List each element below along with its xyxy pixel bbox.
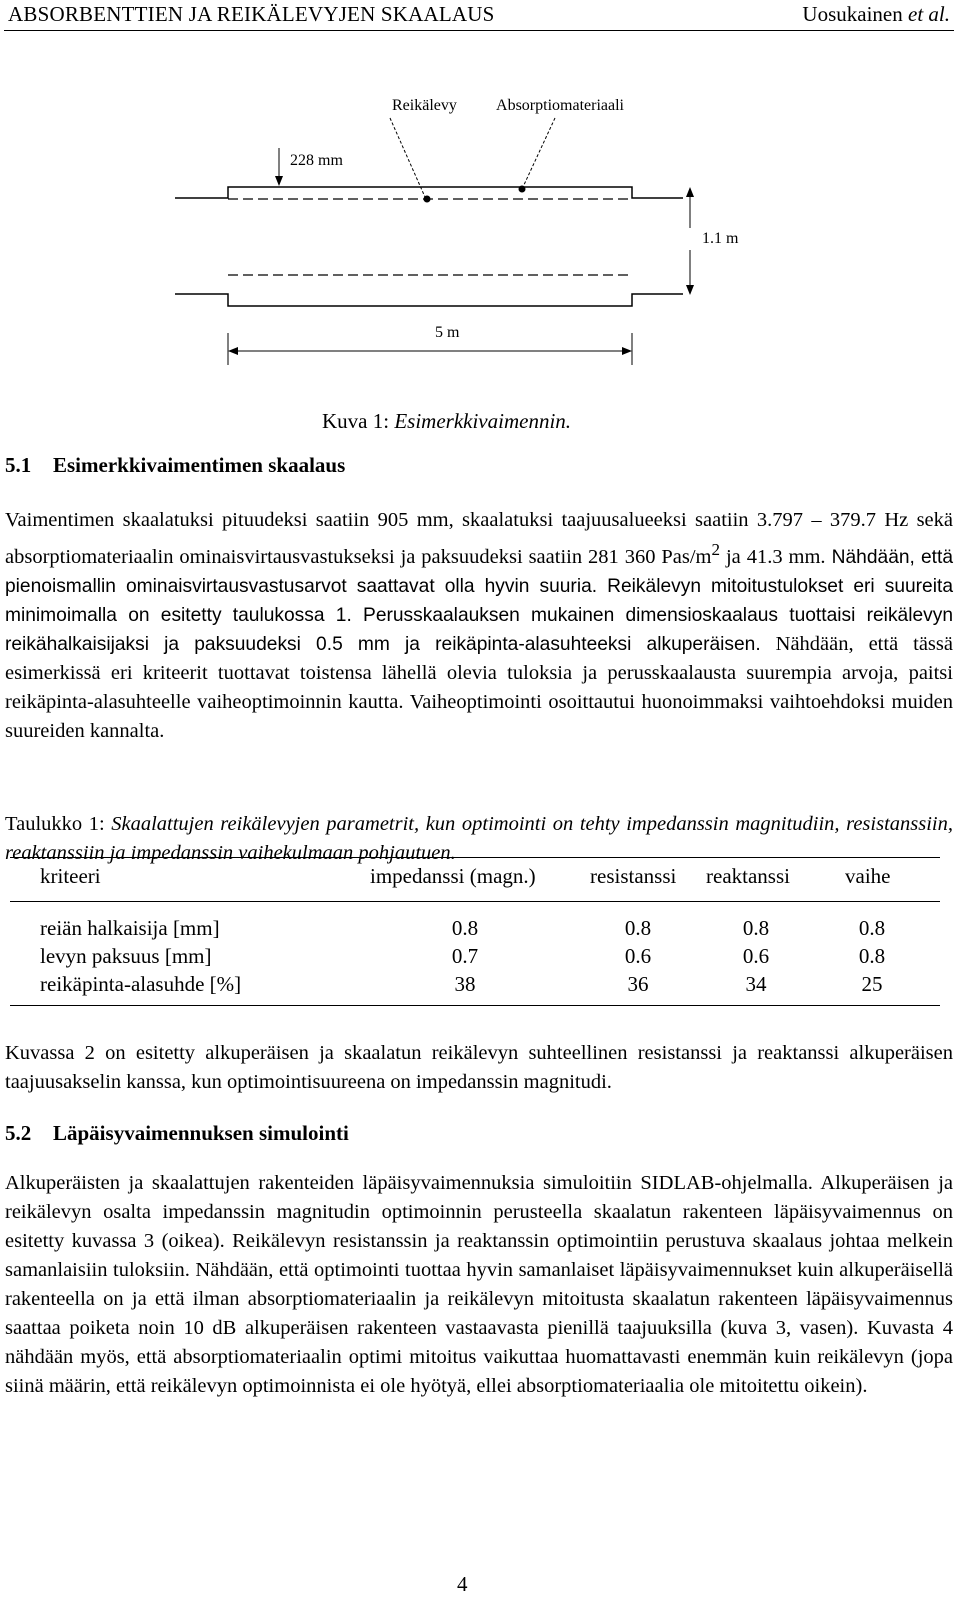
table-cell-value: 0.8 [742, 916, 770, 940]
table-cell-value: 34 [745, 972, 767, 996]
para-text-a: Vaimentimen skaalatuksi pituudeksi saatiin 905 mm, skaalatuksi taajuusalueeksi saatiin 3.797 – 379.7 Hz sekä absorptiomateriaalin ominaisvirtausvastukseksi ja paksuudeksi saatiin 281 360 Pas/m [5, 509, 953, 568]
table-caption-label: Taulukko 1: [5, 813, 112, 835]
table-header-criterion: kriteeri [40, 864, 101, 888]
section-5-2-paragraph: Alkuperäisten ja skaalattujen rakenteiden läpäisyvaimennuksia simuloitiin SIDLAB-ohjelmalla. Alkuperäisen ja reikälevyn osalta impedanssin magnitudin optimoinnin perusteella skaalatun rakenteen läpäisyvaimennus on esitetty kuvassa 3 (oikea). Reikälevyn resistanssin ja reaktanssin optimointiin perustuva skaalaus johtaa melkein samanlaisiin tuloksiin. Nähdään, että optimointi tuottaa hyvin samanlaiset läpäisyvaimennukset kuin alkuperäisellä rakenteella on ja että ilman absorptiomateriaalin ja reikälevyn mitoitusta skaalatun rakenteen läpäisyvaimennus saattaa poiketa noin 10 dB alkuperäisen rakenteen vastaavasta pienillä taajuuksilla (kuva 3, vasen). Kuvasta 4 nähdään myös, että absorptiomateriaalin optimi mitoitus vaikuttaa huomattavasti enemmän kuin reikälevyn (jopa siinä määrin, että reikälevyn optimoinnista ei ole hyötyä, ellei absorptiomateriaalia ole mitoitettu oikein). [5, 1172, 953, 1397]
dim-height-label: 1.1 m [702, 230, 739, 247]
table-rule-mid [10, 901, 940, 902]
figure-caption [322, 409, 571, 434]
caption-label: Kuva 1: [322, 409, 395, 433]
table-rule-top [10, 857, 940, 858]
table-caption-text: Skaalattujen reikälevyjen parametrit, kun optimointi on tehty impedanssin magnitudiin, resistanssiin, reaktanssiin ja impedanssin vaihekulmaan pohjautuen. [5, 813, 953, 864]
label-absorption-material: Absorptiomateriaali [496, 97, 624, 114]
para-text-c: Nähdään, että pienoismallin ominaisvirtausvastusarvot saattavat olla hyvin suuria. Reikälevyn mitoitustulokset eri suureita minimoimalla on esitetty taulukossa 1. Perusskaalauksen mukainen dimensioskaalaus tuottaisi reikälevyn reikähalkaisijaksi ja paksuudeksi 0.5 mm ja reikäpinta-alasuhteeksi alkuperäisen. [5, 546, 954, 655]
section-number: 5.2 [5, 1121, 32, 1145]
table-cell-value: 0.8 [451, 916, 479, 940]
caption-text: Esimerkkivaimennin. [394, 409, 572, 433]
section-heading-5-1 [5, 453, 345, 478]
paragraph-figure-2-reference: Kuvassa 2 on esitetty alkuperäisen ja skaalatun reikälevyn suhteellinen resistanssi ja reaktanssi alkuperäisen taajuusakselin kanssa, kun optimointisuureena on impedanssin magnitudi. [5, 1042, 953, 1093]
header-authors [802, 2, 950, 27]
table-header-reactance: reaktanssi [706, 864, 790, 888]
table-header-phase: vaihe [845, 864, 891, 888]
section-heading-5-2 [5, 1121, 349, 1146]
figure-silencer-diagram [0, 80, 960, 415]
header-author-name: Uosukainen [802, 2, 908, 26]
silencer-outline-bottom [175, 294, 683, 306]
silencer-svg [0, 80, 960, 415]
dim-width-label: 228 mm [290, 152, 343, 169]
table-cell-value: 25 [861, 972, 883, 996]
section-title: Läpäisyvaimennuksen simulointi [53, 1121, 349, 1145]
table-cell-value: 0.6 [624, 944, 652, 968]
table-header-impedance: impedanssi (magn.) [370, 864, 536, 888]
table-caption [5, 810, 953, 868]
table-cell-value: 36 [627, 972, 649, 996]
section-5-1-paragraph [5, 506, 953, 746]
table-cell-label: reiän halkaisija [mm] [40, 916, 220, 940]
leader-line-plate [390, 118, 425, 197]
table-cell-value: 0.6 [742, 944, 770, 968]
header-title: ABSORBENTTIEN JA REIKÄLEVYJEN SKAALAUS [8, 2, 495, 26]
table-cell-value: 0.7 [451, 944, 479, 968]
table-cell-value: 0.8 [858, 916, 886, 940]
leader-line-absorption [523, 118, 555, 187]
table-cell-value: 0.8 [624, 916, 652, 940]
table-cell-label: levyn paksuus [mm] [40, 944, 212, 968]
table-header-resistance: resistanssi [590, 864, 677, 888]
page-number: 4 [457, 1572, 468, 1596]
running-header [4, 0, 954, 31]
section-number: 5.1 [5, 453, 32, 477]
para-superscript: 2 [711, 540, 721, 559]
table-cell-label: reikäpinta-alasuhde [%] [40, 972, 242, 996]
section-title: Esimerkkivaimentimen skaalaus [53, 453, 346, 477]
table-cell-value: 0.8 [858, 944, 886, 968]
dim-length-label: 5 m [435, 324, 460, 341]
label-perforated-plate: Reikälevy [392, 97, 457, 114]
header-et-al: et al. [908, 2, 950, 26]
table-rule-bottom [10, 1005, 940, 1006]
table-cell-value: 38 [454, 972, 476, 996]
para-text-b: ja 41.3 mm. [720, 545, 826, 568]
para-text-d: Nähdään, että tässä esimerkissä eri kriteerit tuottavat toistensa lähellä olevia tuloksia ja perusskaalausta suurempia arvoja, paitsi reikäpinta-alasuhteelle vaiheoptimoinnin kautta. Vaiheoptimointi osoittautui huonoimmaksi vaihtoehdoksi muiden suureiden kannalta. [5, 632, 953, 742]
